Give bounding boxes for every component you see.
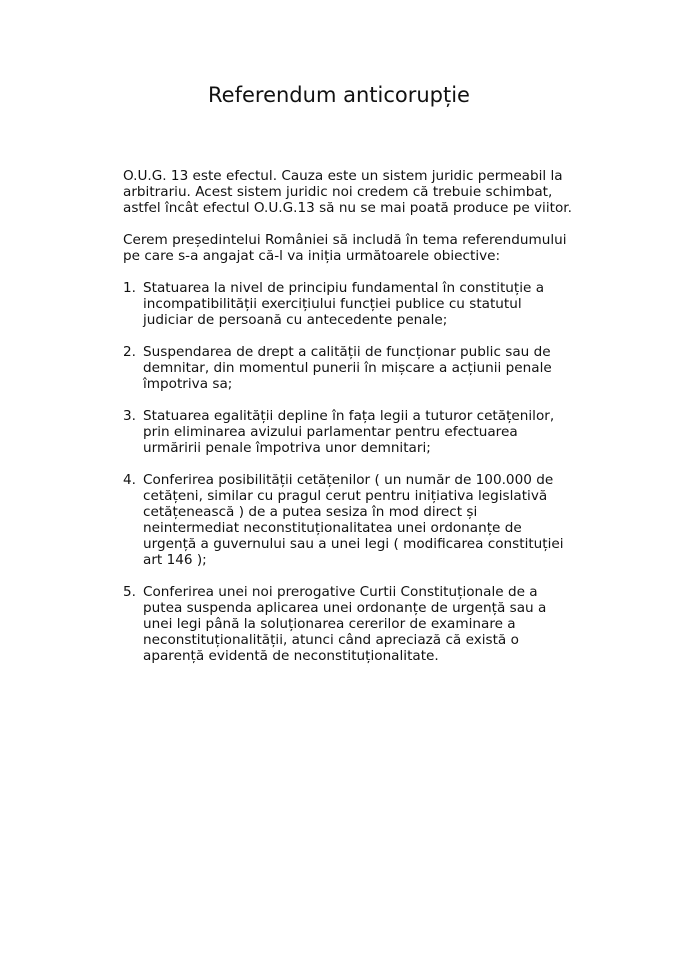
objective-number: 5. [123,584,136,600]
objective-number: 2. [123,344,136,360]
page-title: Referendum anticorupție [208,83,470,107]
text-line: O.U.G. 13 este efectul. Cauza este un sistem juridic permeabil la [123,168,563,184]
objective-item-4 [123,472,593,568]
objective-item-3 [123,408,593,456]
text-line: Suspendarea de drept a calității de funcționar public sau de [143,344,551,360]
text-line: Cerem președintelui României să includă în tema referendumului [123,232,567,248]
text-line: aparență evidentă de neconstituționalitate. [143,648,439,664]
text-line: cetățeni, similar cu pragul cerut pentru inițiativa legislativă [143,488,548,504]
objectives-list [123,280,593,664]
text-line: Statuarea la nivel de principiu fundamental în constituție a [143,280,545,296]
request-paragraph [123,232,593,264]
text-line: neintermediat neconstituționalitatea unei ordonanțe de [143,520,522,536]
text-line: urmăririi penale împotriva unor demnitari; [143,440,431,456]
text-line: unei legi până la soluționarea cererilor de examinare a [143,616,516,632]
objective-number: 4. [123,472,136,488]
text-line: arbitrariu. Acest sistem juridic noi credem că trebuie schimbat, [123,184,553,200]
intro-paragraph [123,168,593,216]
text-line: astfel încât efectul O.U.G.13 să nu se mai poată produce pe viitor. [123,200,572,216]
objective-number: 1. [123,280,136,296]
text-line: Conferirea posibilității cetățenilor ( un număr de 100.000 de [143,472,554,488]
text-line: art 146 ); [143,552,207,568]
text-line: incompatibilității exercițiului funcției publice cu statutul [143,296,522,312]
objective-number: 3. [123,408,136,424]
objective-item-1 [123,280,593,328]
text-line: urgență a guvernului sau a unei legi ( modificarea constituției [143,536,564,552]
text-line: putea suspenda aplicarea unei ordonanțe de urgență sau a [143,600,547,616]
text-line: Conferirea unei noi prerogative Curtii Constituționale de a [143,584,538,600]
text-line: prin eliminarea avizului parlamentar pentru efectuarea [143,424,518,440]
objective-item-2 [123,344,593,392]
text-line: neconstituționalității, atunci când apreciază că există o [143,632,519,648]
text-line: cetățenească ) de a putea sesiza în mod direct și [143,504,478,520]
text-line: demnitar, din momentul punerii în mișcare a acțiunii penale [143,360,552,376]
text-line: pe care s-a angajat că-l va iniția următoarele obiective: [123,248,501,264]
text-line: judiciar de persoană cu antecedente penale; [143,312,448,328]
text-line: împotriva sa; [143,376,233,392]
document-body [123,168,593,680]
text-line: Statuarea egalității depline în fața legii a tuturor cetățenilor, [143,408,555,424]
objective-item-5 [123,584,593,664]
